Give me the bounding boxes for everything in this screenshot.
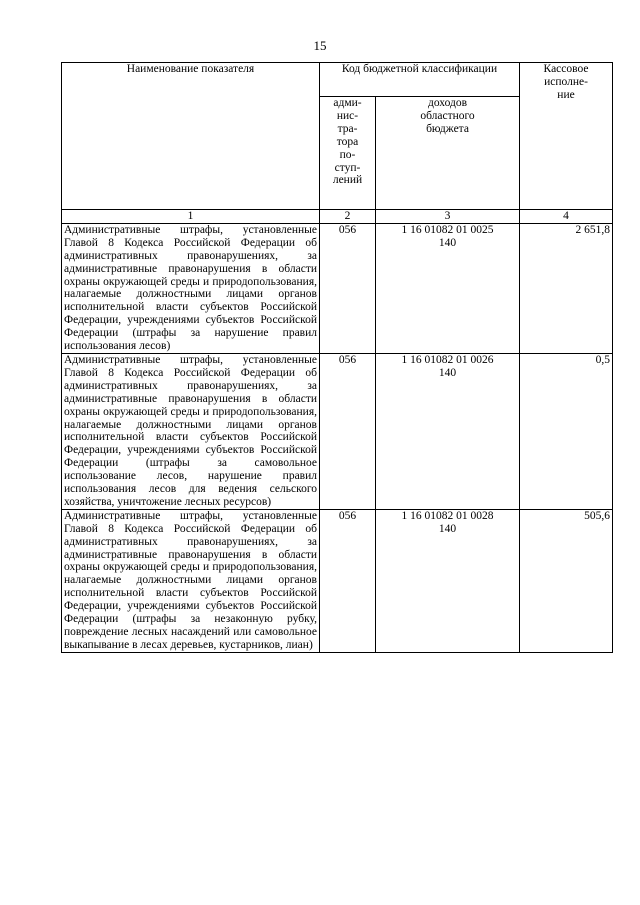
header-cash-line-2: исполне- [544,75,588,88]
row-1-cash-value: 2 651,8 [520,223,613,353]
row-3-income-code [376,509,520,652]
table-row [62,223,613,353]
row-3-cash-value: 505,6 [520,509,613,652]
header-admin-line-4: тора [336,135,359,148]
table-row [62,353,613,509]
header-cash-execution [520,63,613,210]
header-cash-line-3: ние [557,88,575,101]
row-2-income-code [376,353,520,509]
row-1-indicator-name: Административные штрафы, установленные Главой 8 Кодекса Российской Федерации об административных правонарушениях, за административные правонарушения в области охраны окружающей среды и природопользования, налагаемые должностными лицами органов исполнительной власти субъектов Российской Федерации, учреждениями субъектов Российской Федерации (штрафы за нарушение правил использования лесов) [62,223,320,353]
table-row [62,509,613,652]
row-3-administrator-code: 056 [320,509,376,652]
row-2-administrator-code: 056 [320,353,376,509]
header-admin-line-6: ступ- [334,161,361,174]
header-income-line-1: доходов [427,97,468,109]
row-1-income-code-line-2: 140 [438,236,457,249]
row-3-indicator-name: Административные штрафы, установленные Главой 8 Кодекса Российской Федерации об административных правонарушениях, за административные правонарушения в области охраны окружающей среды и природопользования, налагаемые должностными лицами органов исполнительной власти субъектов Российской Федерации, учреждениями субъектов Российской Федерации (штрафы за незаконную рубку, повреждение лесных насаждений или самовольное выкапывание в лесах деревьев, кустарников, лиан) [62,509,320,652]
header-income-line-2: областного [420,109,475,122]
row-1-administrator-code: 056 [320,223,376,353]
column-number-1: 1 [62,210,320,224]
header-regional-income [376,97,520,210]
header-admin-line-5: по- [339,148,356,161]
row-3-income-code-line-2: 140 [438,522,457,535]
header-budget-code-group: Код бюджетной классификации [320,63,520,97]
row-2-cash-value: 0,5 [520,353,613,509]
row-2-income-code-line-2: 140 [438,366,457,379]
row-1-income-code-line-1: 1 16 01082 01 0025 [401,223,494,236]
row-1-income-code [376,223,520,353]
header-income-line-3: бюджета [426,122,469,135]
header-indicator-name: Наименование показателя [62,63,320,210]
page-number: 15 [313,38,327,53]
header-administrator [320,97,376,210]
header-admin-line-7: лений [332,174,363,187]
header-admin-line-3: тра- [337,122,358,135]
header-admin-line-1: адми- [333,97,362,109]
header-admin-line-2: нис- [336,109,359,122]
row-2-indicator-name: Административные штрафы, установленные Главой 8 Кодекса Российской Федерации об административных правонарушениях, за административные правонарушения в области охраны окружающей среды и природопользования, налагаемые должностными лицами органов исполнительной власти субъектов Российской Федерации, учреждениями субъектов Российской Федерации (штрафы за самовольное использование лесов, нарушение правил использования лесов для ведения сельского хозяйства, уничтожение лесных ресурсов) [62,353,320,509]
column-number-3: 3 [376,210,520,224]
header-cash-line-1: Кассовое [543,63,589,75]
row-2-income-code-line-1: 1 16 01082 01 0026 [401,353,494,366]
column-number-4: 4 [520,210,613,224]
budget-report-table [61,62,613,653]
row-3-income-code-line-1: 1 16 01082 01 0028 [401,509,494,522]
column-number-2: 2 [320,210,376,224]
